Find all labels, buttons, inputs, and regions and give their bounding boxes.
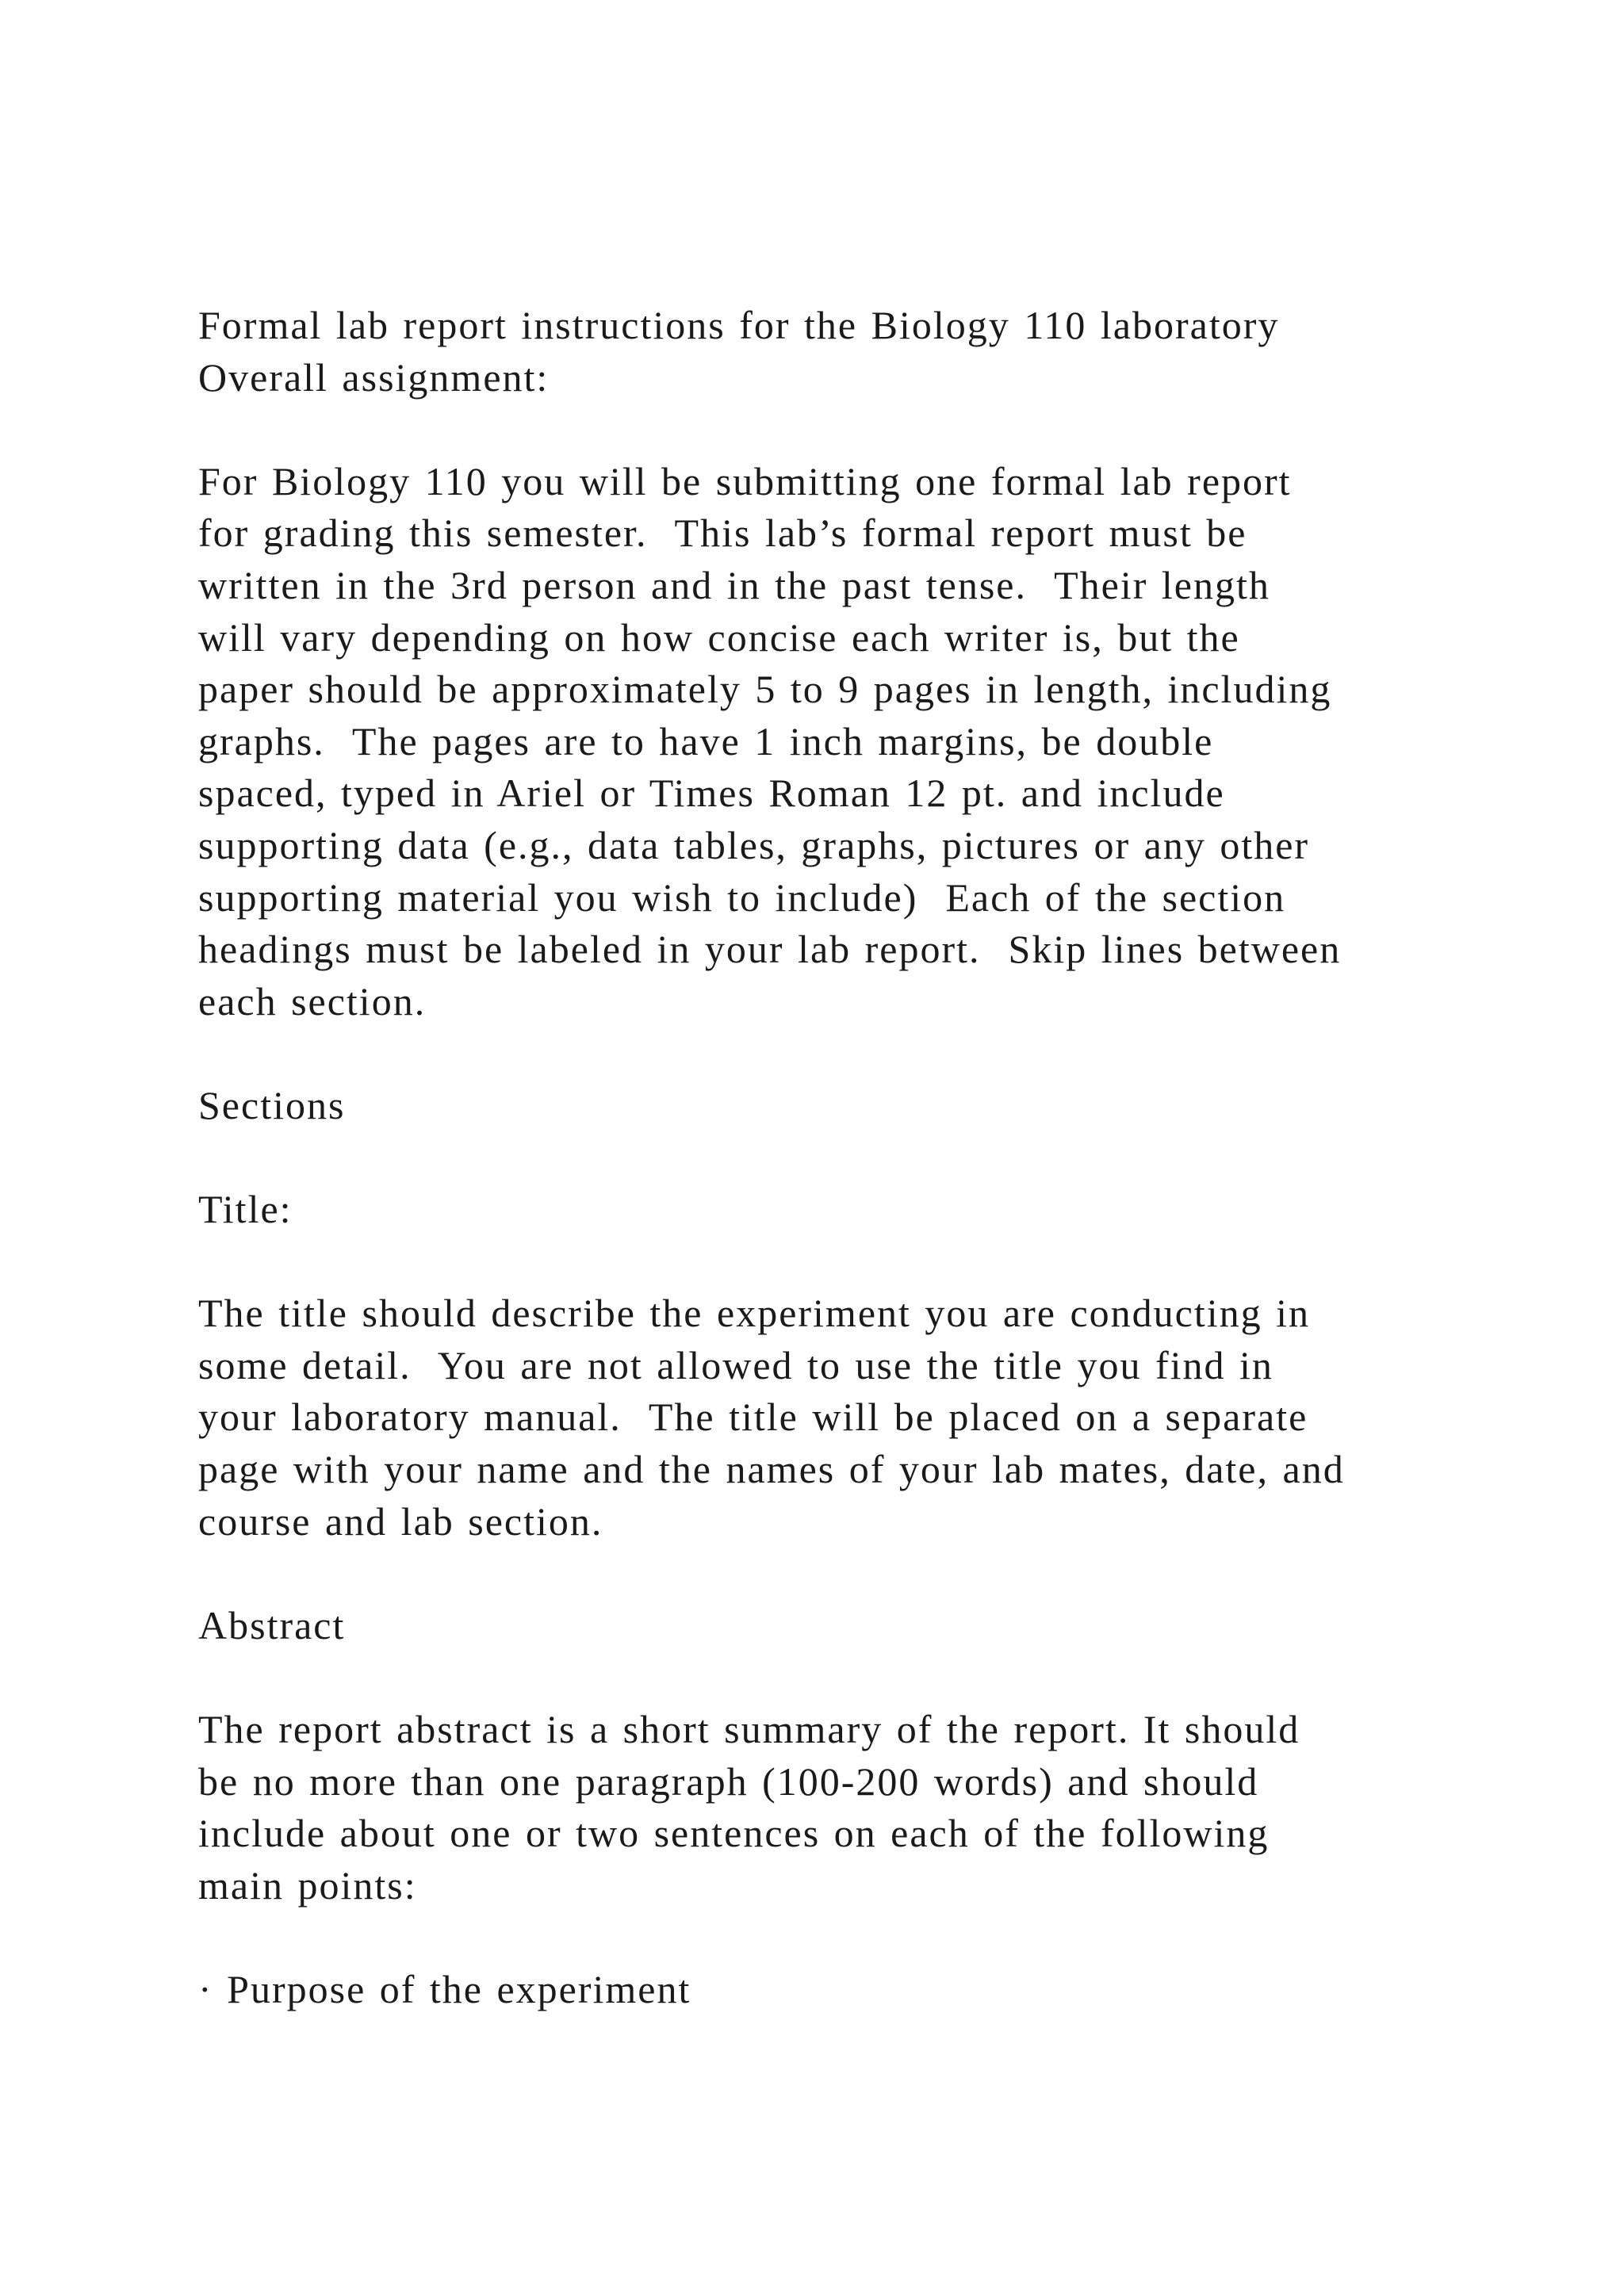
title-section-line: some detail. You are not allowed to use the title you find in xyxy=(198,1342,1274,1387)
intro-line: for grading this semester. This lab’s formal report must be xyxy=(198,511,1247,556)
intro-line: each section. xyxy=(198,978,427,1024)
abstract-line: include about one or two sentences on each of the following xyxy=(198,1811,1270,1856)
blank-line xyxy=(198,1132,1507,1184)
intro-line: spaced, typed in Ariel or Times Roman 12 pt. and include xyxy=(198,771,1225,816)
blank-line xyxy=(198,1548,1507,1600)
abstract-line: main points: xyxy=(198,1862,417,1908)
blank-line xyxy=(198,1651,1507,1704)
intro-line: headings must be labeled in your lab report. Skip lines between xyxy=(198,927,1342,972)
blank-line xyxy=(198,404,1507,456)
title-section-line: page with your name and the names of your lab mates, date, and xyxy=(198,1447,1345,1492)
intro-line: paper should be approximately 5 to 9 pages in length, including xyxy=(198,667,1332,712)
title-section-line: The title should describe the experiment you are conducting in xyxy=(198,1291,1311,1336)
document-title: Formal lab report instructions for the Biology 110 laboratory xyxy=(198,303,1280,347)
title-section-paragraph xyxy=(198,1288,1507,1548)
sections-heading: Sections xyxy=(198,1082,346,1127)
intro-paragraph xyxy=(198,456,1507,1028)
title-section-line: your laboratory manual. The title will be placed on a separate xyxy=(198,1395,1308,1440)
document-subtitle: Overall assignment: xyxy=(198,354,550,400)
title-section-heading: Title: xyxy=(198,1187,293,1232)
abstract-heading: Abstract xyxy=(198,1602,346,1647)
abstract-paragraph xyxy=(198,1704,1507,1911)
intro-line: graphs. The pages are to have 1 inch margins, be double xyxy=(198,718,1214,763)
intro-line: For Biology 110 you will be submitting one formal lab report xyxy=(198,458,1292,503)
document-page xyxy=(198,300,1507,2016)
bullet-item: · Purpose of the experiment xyxy=(198,1967,691,2011)
intro-line: will vary depending on how concise each writer is, but the xyxy=(198,614,1240,660)
blank-line xyxy=(198,1027,1507,1080)
intro-line: written in the 3rd person and in the past tense. Their length xyxy=(198,562,1270,607)
abstract-line: The report abstract is a short summary of the report. It should xyxy=(198,1707,1300,1752)
abstract-line: be no more than one paragraph (100-200 words) and should xyxy=(198,1758,1259,1804)
title-section-line: course and lab section. xyxy=(198,1498,603,1544)
intro-line: supporting data (e.g., data tables, graphs, pictures or any other xyxy=(198,822,1310,867)
blank-line xyxy=(198,1236,1507,1288)
intro-line: supporting material you wish to include) Each of the section xyxy=(198,874,1286,920)
blank-line xyxy=(198,1911,1507,1964)
